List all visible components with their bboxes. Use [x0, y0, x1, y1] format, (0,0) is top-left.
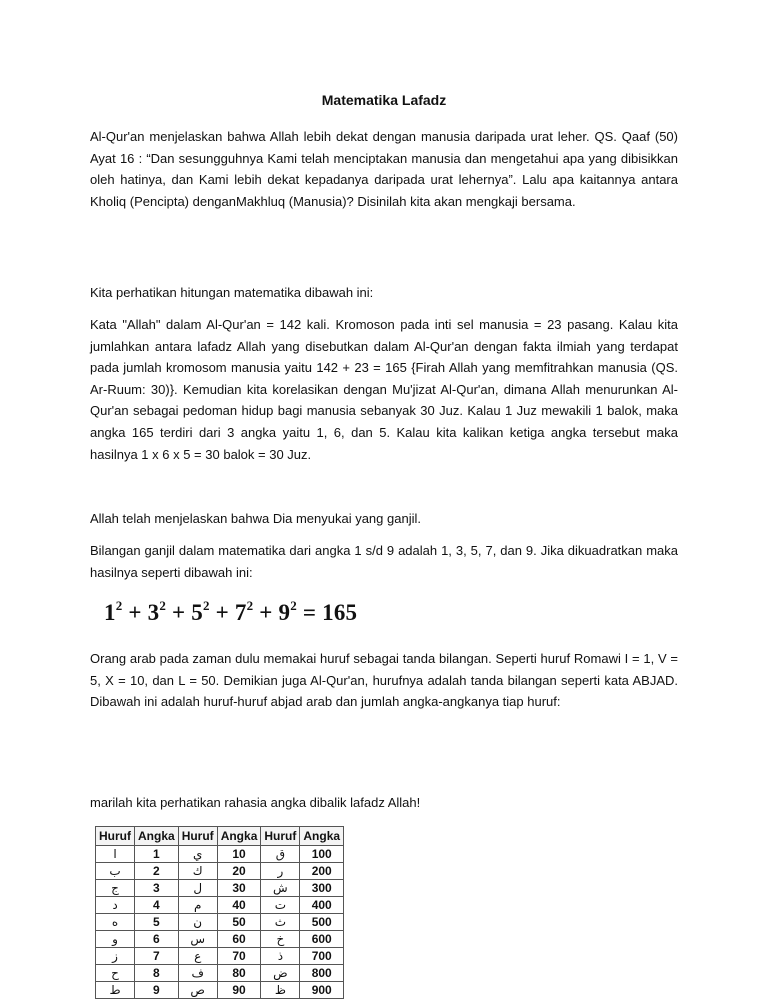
- angka-cell: 3: [135, 880, 179, 897]
- formula-plus: +: [259, 600, 273, 625]
- formula-exponent: 2: [246, 598, 254, 613]
- huruf-cell: ص: [178, 982, 217, 999]
- formula-plus: +: [171, 600, 186, 625]
- formula-term: 1: [104, 600, 116, 625]
- header-angka: Angka: [217, 827, 261, 846]
- table-row: [96, 897, 344, 914]
- paragraph-allah-count: Kata "Allah" dalam Al-Qur'an = 142 kali. Kromoson pada inti sel manusia = 23 pasang. Kalau kita jumlahkan antara lafadz Allah yang disebutkan dalam Al-Qur'an dengan fakta ilmiah yang terdapat pada jumlah kromosom manusia yaitu 142 + 23 = 165 {Firah Allah yang memfitrahkan manusia (QS. Ar-Ruum: 30)}. Kemudian kita korelasikan dengan Mu'jizat Al-Qur'an, dimana Allah menurunkan Al-Qur'an sebagai pedoman hidup bagi manusia sebanyak 30 Juz. Kalau 1 Juz mewakili 1 balok, maka angka 165 terdiri dari 3 angka yaitu 1, 6, dan 5. Kalau kita kalikan ketiga angka tersebut maka hasilnya 1 x 6 x 5 = 30 balok = 30 Juz.: [90, 317, 678, 462]
- header-huruf: Huruf: [96, 827, 135, 846]
- huruf-cell: ح: [96, 965, 135, 982]
- formula-exponent: 2: [159, 598, 167, 613]
- abjad-header-row: [96, 827, 344, 846]
- huruf-cell: ز: [96, 948, 135, 965]
- huruf-cell: ي: [178, 846, 217, 863]
- huruf-cell: ض: [261, 965, 300, 982]
- angka-cell: 500: [300, 914, 344, 931]
- paragraph-hitungan-heading: Kita perhatikan hitungan matematika dibawah ini:: [90, 285, 374, 300]
- huruf-cell: ع: [178, 948, 217, 965]
- angka-cell: 4: [135, 897, 179, 914]
- formula-term: 9: [278, 600, 291, 625]
- formula-result: 165: [322, 600, 358, 625]
- formula-term: 5: [191, 600, 203, 625]
- angka-cell: 100: [300, 846, 344, 863]
- angka-cell: 600: [300, 931, 344, 948]
- paragraph-intro: Al-Qur'an menjelaskan bahwa Allah lebih dekat dengan manusia daripada urat leher. QS. Qaaf (50) Ayat 16 : “Dan sesungguhnya Kami telah menciptakan manusia dan mengetahui apa yang dibisikkan oleh hatinya, dan Kami lebih dekat kepadanya daripada urat lehernya”. Lalu apa kaitannya antara Kholiq (Pencipta) denganMakhluq (Manusia)? Disinilah kita akan mengkaji bersama.: [90, 129, 678, 209]
- angka-cell: 2: [135, 863, 179, 880]
- angka-cell: 900: [300, 982, 344, 999]
- formula-exponent: 2: [115, 598, 123, 613]
- header-angka: Angka: [135, 827, 179, 846]
- huruf-cell: ش: [261, 880, 300, 897]
- angka-cell: 5: [135, 914, 179, 931]
- paragraph-ganjil: Allah telah menjelaskan bahwa Dia menyukai yang ganjil.: [90, 511, 421, 526]
- huruf-cell: ن: [178, 914, 217, 931]
- huruf-cell: ذ: [261, 948, 300, 965]
- angka-cell: 70: [217, 948, 261, 965]
- table-row: [96, 948, 344, 965]
- huruf-cell: ث: [261, 914, 300, 931]
- huruf-cell: خ: [261, 931, 300, 948]
- huruf-cell: ل: [178, 880, 217, 897]
- huruf-cell: ب: [96, 863, 135, 880]
- angka-cell: 9: [135, 982, 179, 999]
- table-row: [96, 914, 344, 931]
- formula-plus: +: [215, 600, 229, 625]
- angka-cell: 400: [300, 897, 344, 914]
- huruf-cell: د: [96, 897, 135, 914]
- table-row: [96, 880, 344, 897]
- angka-cell: 8: [135, 965, 179, 982]
- huruf-cell: ك: [178, 863, 217, 880]
- formula-term: 3: [147, 600, 160, 625]
- header-huruf: Huruf: [261, 827, 300, 846]
- huruf-cell: ر: [261, 863, 300, 880]
- huruf-cell: ا: [96, 846, 135, 863]
- table-row: [96, 931, 344, 948]
- angka-cell: 700: [300, 948, 344, 965]
- header-angka: Angka: [300, 827, 344, 846]
- formula-equals: =: [302, 600, 317, 625]
- formula-term: 7: [234, 600, 247, 625]
- table-row: [96, 965, 344, 982]
- paragraph-bilangan-ganjil: Bilangan ganjil dalam matematika dari angka 1 s/d 9 adalah 1, 3, 5, 7, dan 9. Jika dikuadratkan maka hasilnya seperti dibawah ini:: [90, 543, 678, 580]
- huruf-cell: م: [178, 897, 217, 914]
- formula-exponent: 2: [290, 598, 297, 613]
- abjad-table-body: [96, 846, 344, 999]
- huruf-cell: ق: [261, 846, 300, 863]
- angka-cell: 10: [217, 846, 261, 863]
- huruf-cell: و: [96, 931, 135, 948]
- table-row: [96, 982, 344, 999]
- angka-cell: 1: [135, 846, 179, 863]
- abjad-table: [95, 826, 344, 999]
- angka-cell: 40: [217, 897, 261, 914]
- huruf-cell: ط: [96, 982, 135, 999]
- huruf-cell: ظ: [261, 982, 300, 999]
- huruf-cell: ج: [96, 880, 135, 897]
- table-row: [96, 846, 344, 863]
- formula-exponent: 2: [202, 598, 210, 613]
- header-huruf: Huruf: [178, 827, 217, 846]
- angka-cell: 200: [300, 863, 344, 880]
- document-title: Matematika Lafadz: [321, 92, 447, 108]
- angka-cell: 20: [217, 863, 261, 880]
- squares-formula: [104, 598, 357, 626]
- formula-plus: +: [128, 600, 142, 625]
- angka-cell: 50: [217, 914, 261, 931]
- angka-cell: 60: [217, 931, 261, 948]
- huruf-cell: س: [178, 931, 217, 948]
- paragraph-rahasia: marilah kita perhatikan rahasia angka dibalik lafadz Allah!: [90, 795, 421, 810]
- huruf-cell: ه: [96, 914, 135, 931]
- angka-cell: 30: [217, 880, 261, 897]
- paragraph-huruf-bilangan: Orang arab pada zaman dulu memakai huruf sebagai tanda bilangan. Seperti huruf Romawi I = 1, V = 5, X = 10, dan L = 50. Demikian juga Al-Qur'an, hurufnya adalah tanda bilangan seperti kata ABJAD. Dibawah ini adalah huruf-huruf abjad arab dan jumlah angka-angkanya tiap huruf:: [90, 651, 678, 710]
- angka-cell: 300: [300, 880, 344, 897]
- huruf-cell: ت: [261, 897, 300, 914]
- angka-cell: 90: [217, 982, 261, 999]
- angka-cell: 6: [135, 931, 179, 948]
- angka-cell: 800: [300, 965, 344, 982]
- table-row: [96, 863, 344, 880]
- angka-cell: 80: [217, 965, 261, 982]
- angka-cell: 7: [135, 948, 179, 965]
- huruf-cell: ف: [178, 965, 217, 982]
